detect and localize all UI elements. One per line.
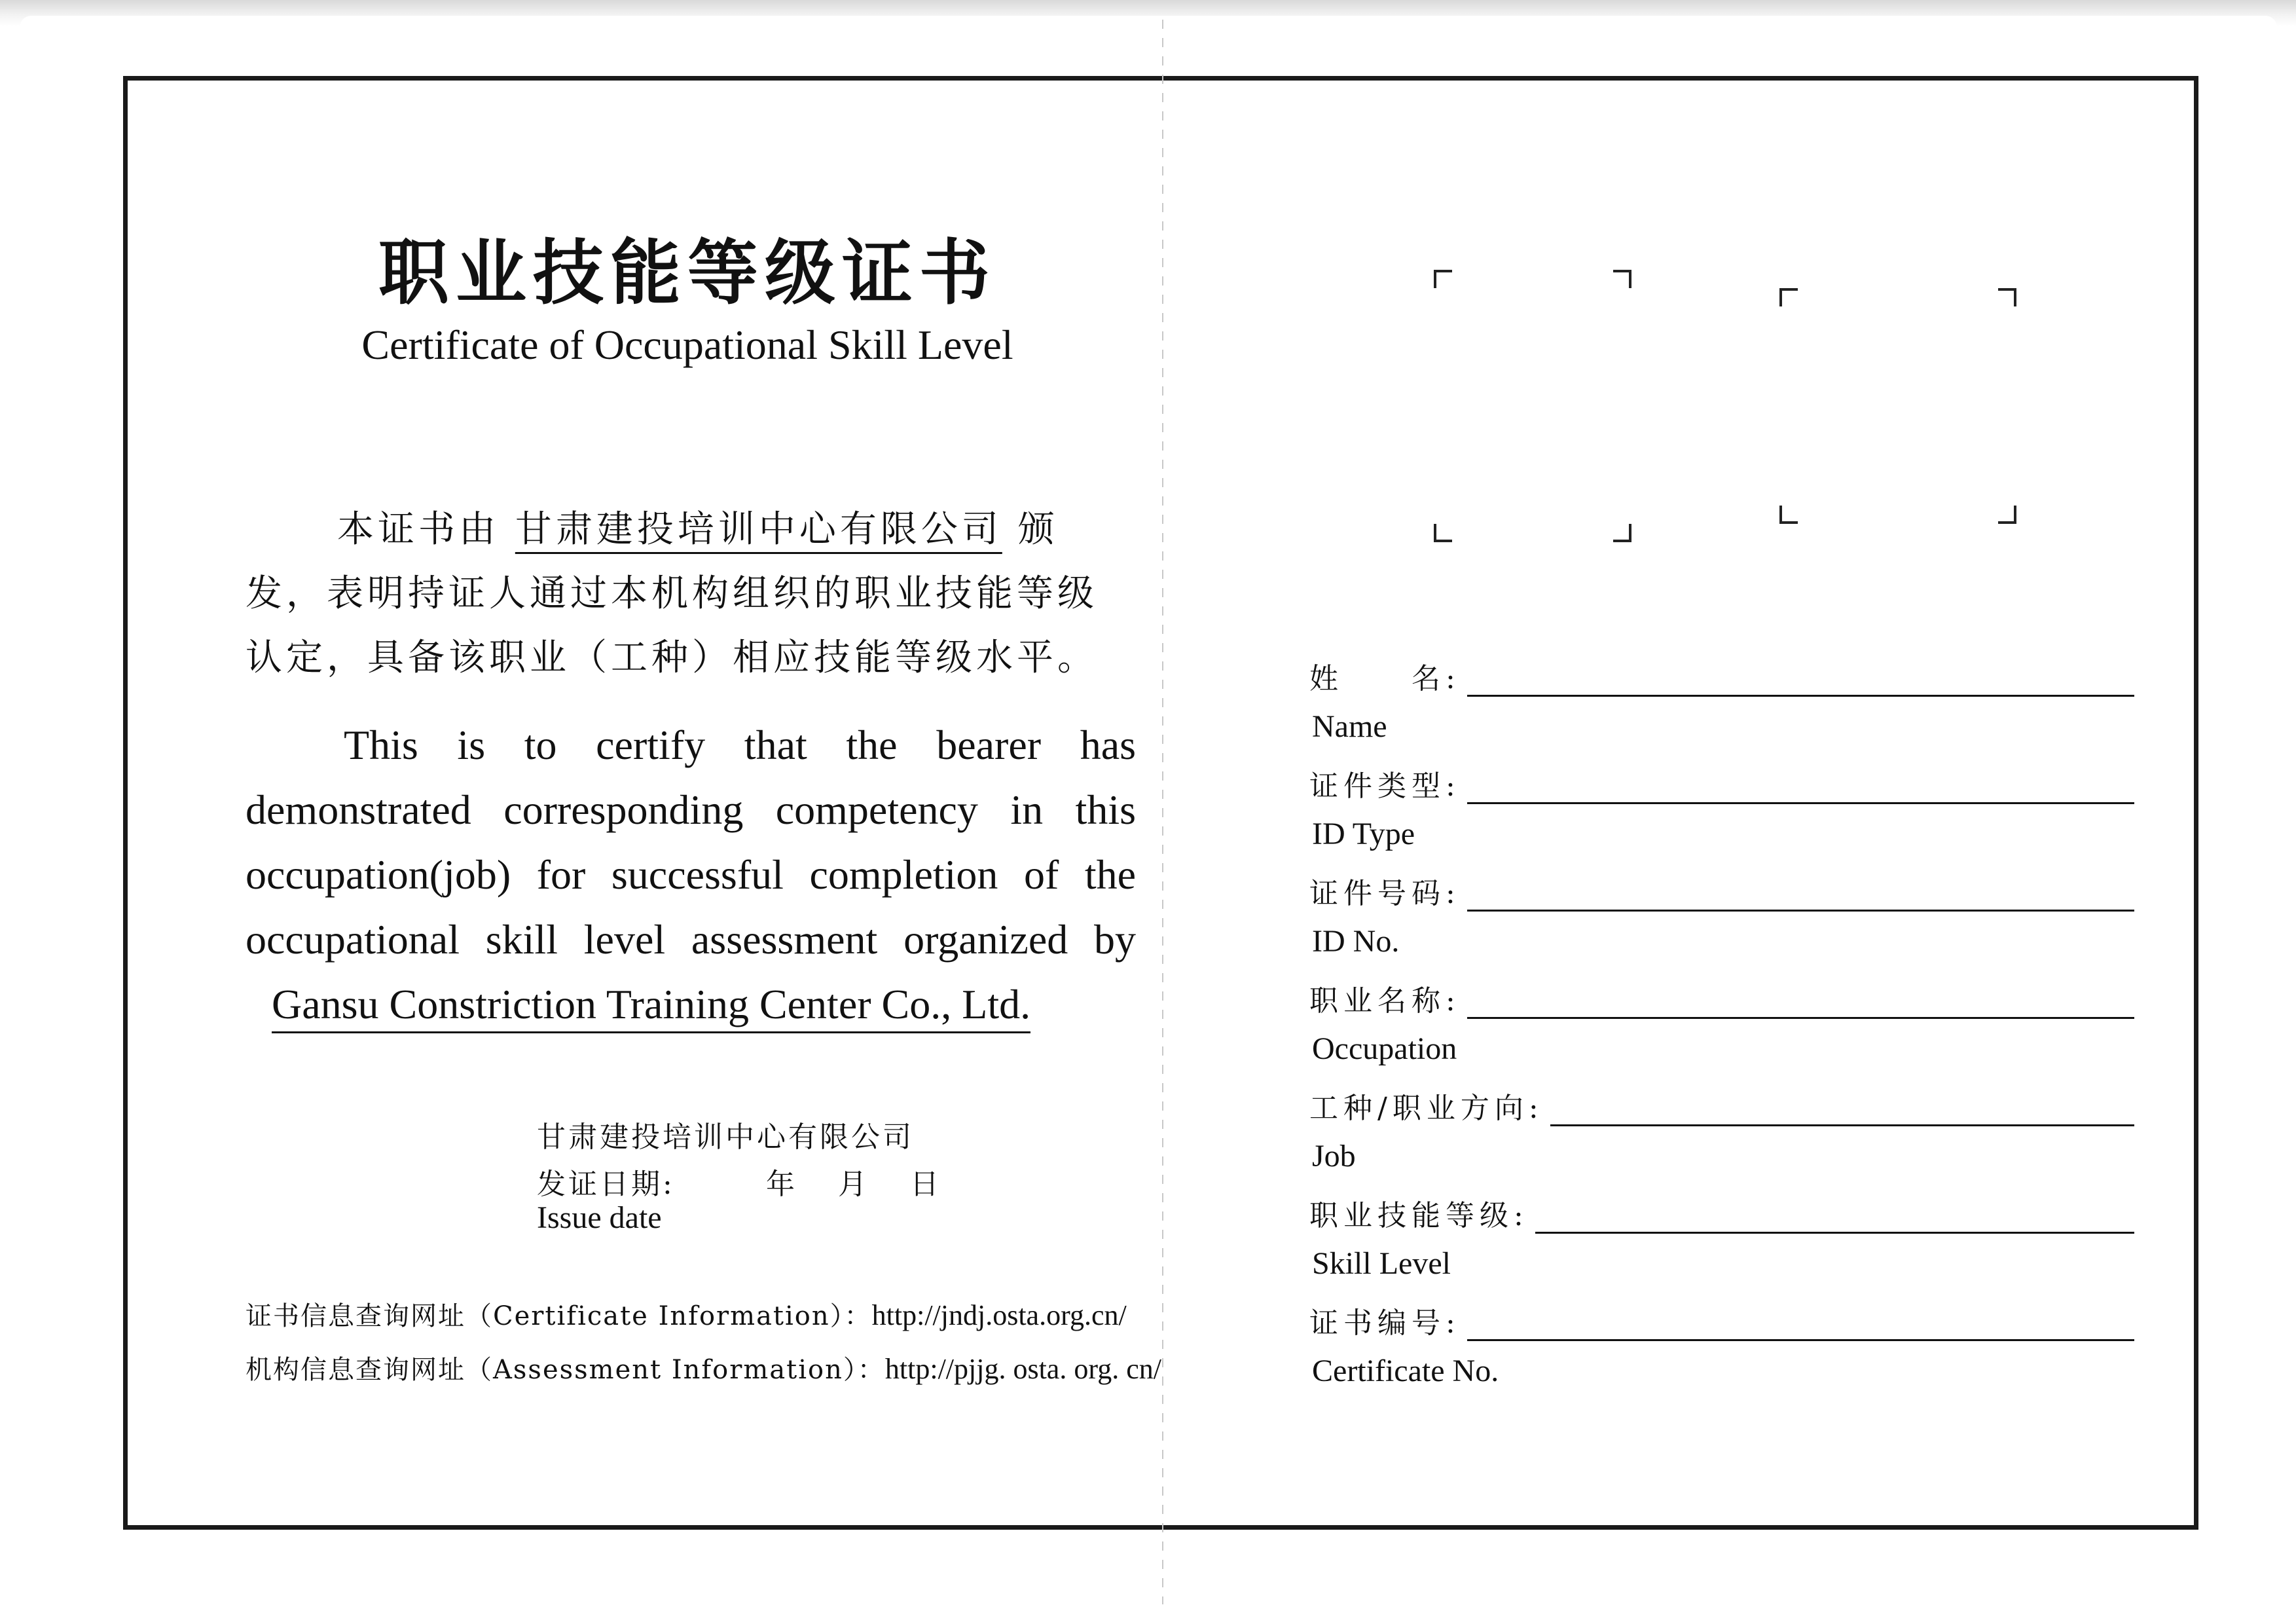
certificate-no-blank-line[interactable] [1467, 1313, 2134, 1341]
field-label-cn: 证件类型: [1309, 769, 1461, 803]
field-name [1309, 655, 2134, 745]
field-label-cn: 证件号码: [1309, 877, 1461, 910]
field-label-cn: 工种/职业方向: [1309, 1092, 1544, 1125]
id-type-blank-line[interactable] [1467, 776, 2134, 804]
field-label-en: Name [1312, 709, 1387, 744]
photo-corner-mark [1779, 288, 1798, 306]
statement-cn-post: 颁发，表明持证人通过本机构组织的职业技能等级认定，具备该职业（工种）相应技能等级水平。 [246, 508, 1098, 679]
center-fold-line [1162, 20, 1163, 1604]
photo-corner-mark [1613, 524, 1631, 542]
field-certificate-no [1309, 1299, 2134, 1389]
year-label: 年 [766, 1168, 795, 1201]
id-no-blank-line[interactable] [1467, 883, 2134, 912]
field-label-en: Certificate No. [1312, 1354, 1499, 1388]
field-id-type [1309, 762, 2134, 852]
field-label-en: Job [1312, 1139, 1356, 1173]
field-label-cn: 姓 名: [1309, 662, 1461, 695]
photo-corner-mark [1998, 506, 2016, 524]
photo-corner-mark [1779, 506, 1798, 524]
field-skill-level [1309, 1192, 2134, 1282]
issue-date-fields [766, 1160, 982, 1202]
statement-en-text: This is to certify that the bearer has demonstrated corresponding competency in this occupation(job) for successful completion of the occupational skill level assessment organized by [246, 722, 1136, 963]
assess-info-label: 机构信息查询网址（Assessment Information）： [246, 1355, 885, 1385]
certification-statement-en [246, 712, 1136, 1037]
field-label-en: Occupation [1312, 1031, 1457, 1066]
occupation-blank-line[interactable] [1467, 991, 2134, 1019]
certification-statement-cn [246, 498, 1136, 690]
month-label: 月 [838, 1168, 867, 1201]
field-label-cn: 职业技能等级: [1309, 1199, 1529, 1232]
issuing-organization-cn: 甘肃建投培训中心有限公司 [515, 508, 1002, 551]
cert-info-line [246, 1295, 1127, 1333]
certificate-title-en: Certificate of Occupational Skill Level [361, 322, 1013, 368]
issue-date-label-en: Issue date [537, 1200, 662, 1235]
assess-info-line [246, 1349, 1161, 1386]
issuing-organization-en: Gansu Constriction Training Center Co., Ltd. [272, 978, 1030, 1033]
field-job [1309, 1084, 2134, 1174]
issue-date-label-cn: 发证日期: [537, 1168, 675, 1201]
skill-level-blank-line[interactable] [1535, 1206, 2134, 1234]
field-label-en: Skill Level [1312, 1246, 1451, 1281]
field-id-no [1309, 870, 2134, 959]
cert-info-url[interactable]: http://jndj.osta.org.cn/ [871, 1299, 1127, 1331]
photo-corner-mark [1998, 288, 2016, 306]
field-label-en: ID Type [1312, 817, 1415, 851]
name-blank-line[interactable] [1467, 669, 2134, 697]
cert-info-label: 证书信息查询网址（Certificate Information）： [246, 1301, 872, 1331]
issuer-name: 甘肃建投培训中心有限公司 [537, 1120, 914, 1154]
field-label-cn: 证书编号: [1309, 1306, 1461, 1340]
day-label: 日 [910, 1168, 939, 1201]
certificate-title-cn: 职业技能等级证书 [378, 232, 996, 314]
photo-corner-mark [1434, 524, 1452, 542]
field-occupation [1309, 977, 2134, 1067]
statement-cn-pre: 本证书由 [337, 508, 500, 551]
assess-info-url[interactable]: http://pjjg. osta. org. cn/ [884, 1353, 1161, 1385]
field-label-cn: 职业名称: [1309, 984, 1461, 1018]
job-blank-line[interactable] [1550, 1098, 2134, 1126]
field-label-en: ID No. [1312, 924, 1400, 959]
photo-corner-mark [1613, 270, 1631, 288]
photo-corner-mark [1434, 270, 1452, 288]
